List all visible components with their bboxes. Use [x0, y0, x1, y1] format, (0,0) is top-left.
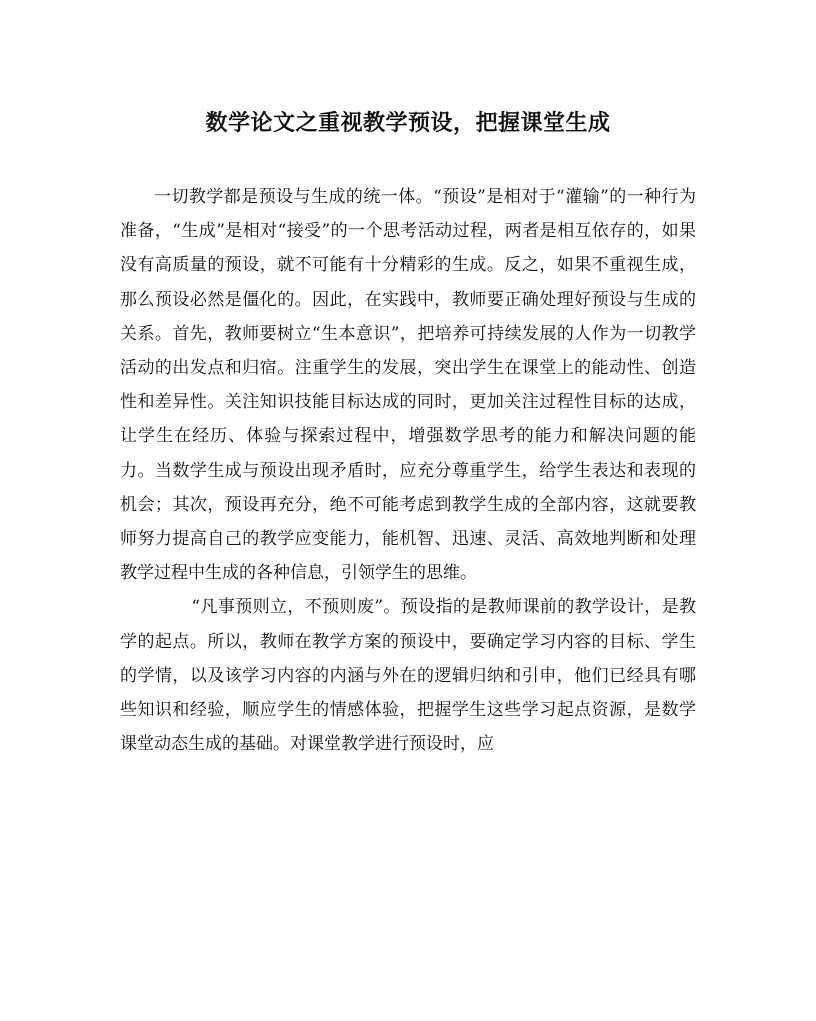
document-title: 数学论文之重视教学预设，把握课堂生成 [205, 110, 611, 136]
paragraph-2: “凡事预则立，不预则废”。预设指的是教师课前的教学设计，是教学的起点。所以，教师在教学方案的预设中，要确定学习内容的目标、学生的学情，以及该学习内容的内涵与外在的逻辑归纳和引申，他们已经具有哪些知识和经验，顺应学生的情感体验，把握学生这些学习起点资源，是数学课堂动态生成的基础。对课堂教学进行预设时，应 [120, 597, 696, 755]
document-body [120, 180, 696, 761]
paragraph-1: 一切教学都是预设与生成的统一体。“预设”是相对于“灌输”的一种行为准备，“生成”是相对“接受”的一个思考活动过程，两者是相互依存的，如果没有高质量的预设，就不可能有十分精彩的生成。反之，如果不重视生成，那么预设必然是僵化的。因此，在实践中，教师要正确处理好预设与生成的关系。首先，教师要树立“生本意识”，把培养可持续发展的人作为一切教学活动的出发点和归宿。注重学生的发展，突出学生在课堂上的能动性、创造性和差异性。关注知识技能目标达成的同时，更加关注过程性目标的达成，让学生在经历、体验与探索过程中，增强数学思考的能力和解决问题的能力。当数学生成与预设出现矛盾时，应充分尊重学生，给学生表达和表现的机会；其次，预设再充分，绝不可能考虑到教学生成的全部内容，这就要教师努力提高自己的教学应变能力，能机智、迅速、灵活、高效地判断和处理教学过程中生成的各种信息，引领学生的思维。 [120, 187, 696, 584]
